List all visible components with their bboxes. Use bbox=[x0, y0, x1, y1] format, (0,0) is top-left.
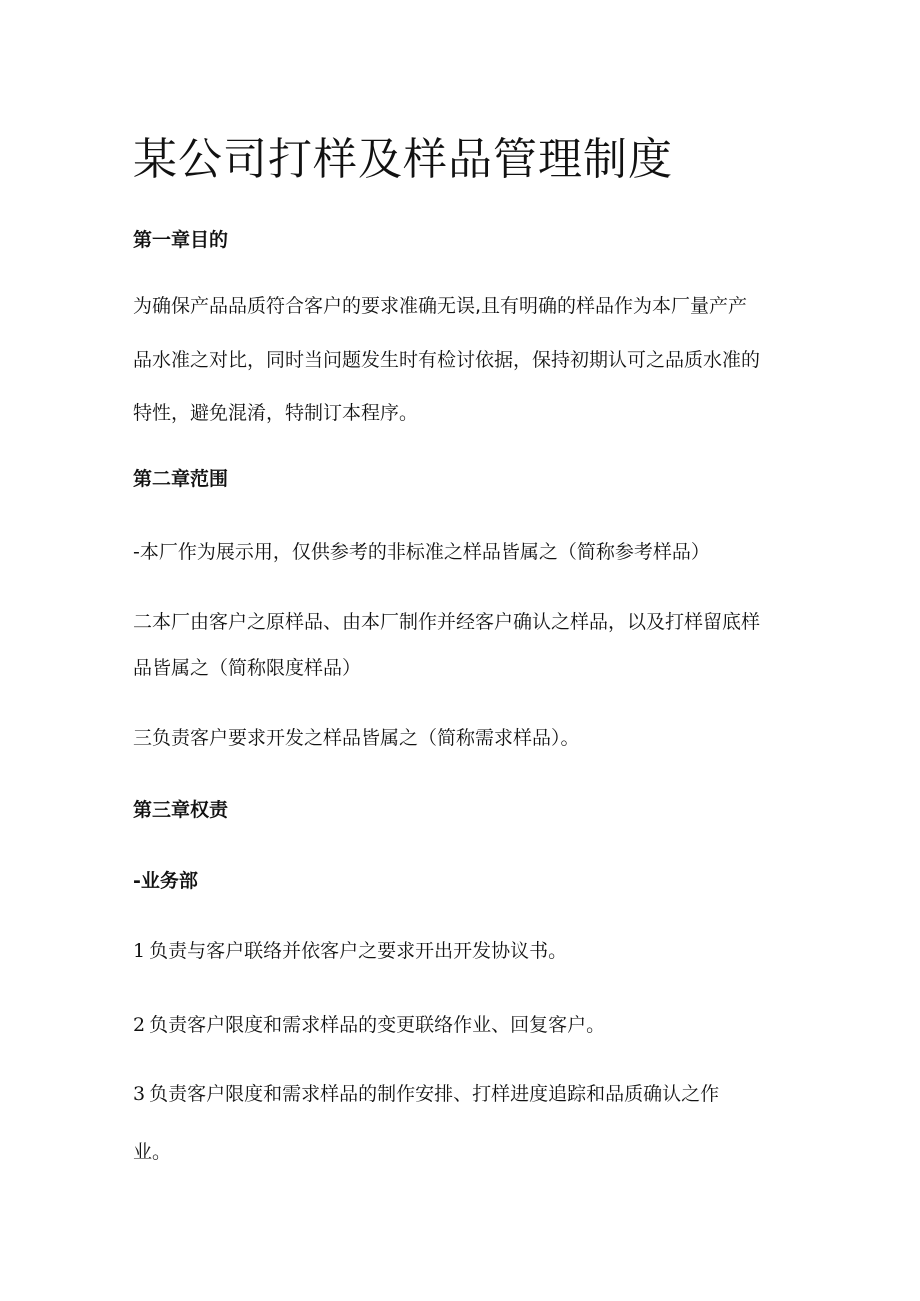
chapter-3-item-2 bbox=[133, 1010, 605, 1037]
chapter-1-text-line-3: 特性，避免混淆，特制订本程序。 bbox=[133, 402, 419, 424]
chapter-3-item-3 bbox=[133, 1079, 719, 1106]
list-item-text: 负责与客户联络并依客户之要求开出开发协议书。 bbox=[149, 940, 568, 962]
list-item-text: 负责客户限度和需求样品的制作安排、打样进度追踪和品质确认之作 bbox=[149, 1083, 720, 1105]
chapter-2-item-1: -本厂作为展示用，仅供参考的非标准之样品皆属之（简称参考样品） bbox=[133, 541, 710, 563]
chapter-3-item-1 bbox=[133, 936, 567, 963]
chapter-1-heading: 第一章目的 bbox=[133, 229, 229, 251]
chapter-2-item-2-line-2: 品皆属之（简称限度样品） bbox=[133, 657, 362, 679]
chapter-3-subheading: -业务部 bbox=[133, 870, 198, 892]
chapter-1-text-line-1: 为确保产品品质符合客户的要求准确无误,且有明确的样品作为本厂量产产 bbox=[133, 295, 748, 317]
chapter-2-item-2-line-1: 二本厂由客户之原样品、由本厂制作并经客户确认之样品，以及打样留底样 bbox=[133, 611, 761, 633]
list-item-text: 负责客户限度和需求样品的变更联络作业、回复客户。 bbox=[149, 1014, 606, 1036]
chapter-3-heading: 第三章权责 bbox=[133, 799, 229, 821]
list-number: 3 bbox=[133, 1083, 146, 1105]
chapter-2-heading: 第二章范围 bbox=[133, 468, 229, 490]
list-number: 1 bbox=[133, 940, 146, 962]
chapter-3-item-3-continuation: 业。 bbox=[133, 1141, 172, 1163]
document-title: 某公司打样及样品管理制度 bbox=[133, 134, 673, 185]
chapter-1-text-line-2: 品水准之对比，同时当问题发生时有检讨依据，保持初期认可之品质水准的 bbox=[133, 349, 761, 371]
list-number: 2 bbox=[133, 1014, 146, 1036]
chapter-2-item-3: 三负责客户要求开发之样品皆属之（简称需求样品）。 bbox=[133, 727, 580, 749]
